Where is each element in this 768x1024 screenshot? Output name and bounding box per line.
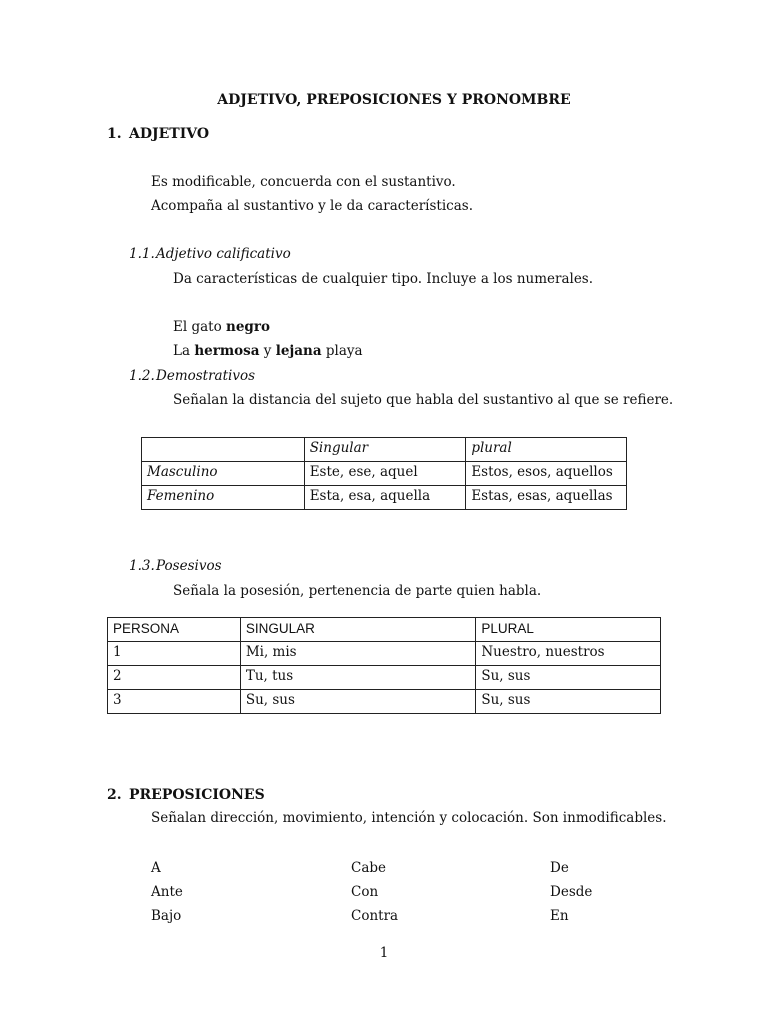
table-cell: Este, ese, aquel <box>304 462 466 486</box>
example-2-bold-2: lejana <box>275 343 322 359</box>
table-cell: Estos, esos, aquellos <box>466 462 627 486</box>
table-header-row <box>108 618 661 642</box>
sub-1-1-number: 1.1. <box>129 246 155 262</box>
preposition-column-3 <box>550 859 592 931</box>
sub-1-3-number: 1.3. <box>129 558 155 574</box>
table-cell: Su, sus <box>476 690 661 714</box>
demonstratives-table <box>141 437 627 510</box>
sub-1-1-description: Da características de cualquier tipo. Incluye a los numerales. <box>173 271 594 287</box>
table-cell: Tu, tus <box>240 666 476 690</box>
possessives-table <box>107 617 661 714</box>
example-2-mid: y <box>259 343 276 359</box>
table-cell <box>142 438 305 462</box>
example-2 <box>173 345 363 359</box>
list-item: Bajo <box>151 908 182 924</box>
sub-1-2-description: Señalan la distancia del sujeto que habla del sustantivo al que se refiere. <box>173 392 674 408</box>
preposition-column-2 <box>351 859 398 931</box>
table-cell: SINGULAR <box>240 618 476 642</box>
page-number: 1 <box>379 945 389 961</box>
sub-1-3-heading: Posesivos <box>156 558 222 574</box>
table-cell: PERSONA <box>108 618 241 642</box>
sub-1-2-heading: Demostrativos <box>156 368 256 384</box>
list-item: Contra <box>351 908 399 924</box>
table-row <box>108 666 661 690</box>
list-item: En <box>550 908 569 924</box>
table-cell: plural <box>466 438 627 462</box>
section-2-description: Señalan dirección, movimiento, intención y colocación. Son inmodificables. <box>151 810 667 826</box>
example-1-bold: negro <box>226 319 270 335</box>
list-item: Cabe <box>351 860 387 876</box>
sub-1-2-number: 1.2. <box>129 368 155 384</box>
example-2-pre: La <box>173 343 195 359</box>
example-2-bold-1: hermosa <box>194 343 260 359</box>
list-item: A <box>151 860 161 876</box>
table-cell: Estas, esas, aquellas <box>466 486 627 510</box>
table-cell: Su, sus <box>476 666 661 690</box>
example-1-text: El gato <box>173 319 226 335</box>
section-2-number: 2. <box>107 787 122 803</box>
table-cell: 1 <box>108 642 241 666</box>
document-title: ADJETIVO, PREPOSICIONES Y PRONOMBRE <box>217 92 571 108</box>
table-cell: Masculino <box>142 462 305 486</box>
table-cell: Esta, esa, aquella <box>304 486 466 510</box>
table-header-row <box>142 438 627 462</box>
list-item: Desde <box>550 884 593 900</box>
table-cell: Su, sus <box>240 690 476 714</box>
table-cell: Femenino <box>142 486 305 510</box>
table-cell: Singular <box>304 438 466 462</box>
table-cell: Mi, mis <box>240 642 476 666</box>
sub-1-1-heading: Adjetivo calificativo <box>156 246 291 262</box>
example-2-post: playa <box>321 343 363 359</box>
table-row <box>142 486 627 510</box>
list-item: Con <box>351 884 379 900</box>
preposition-column-1 <box>151 859 183 931</box>
table-row <box>108 642 661 666</box>
list-item: De <box>550 860 569 876</box>
section-1-line-1: Es modificable, concuerda con el sustantivo. <box>151 174 456 190</box>
table-row <box>108 690 661 714</box>
table-cell: 3 <box>108 690 241 714</box>
section-1-line-2: Acompaña al sustantivo y le da características. <box>151 198 473 214</box>
example-1 <box>173 321 270 335</box>
table-row <box>142 462 627 486</box>
list-item: Ante <box>151 884 183 900</box>
section-1-heading: ADJETIVO <box>129 126 210 142</box>
section-1-number: 1. <box>107 126 122 142</box>
sub-1-3-description: Señala la posesión, pertenencia de parte quien habla. <box>173 583 542 599</box>
table-cell: 2 <box>108 666 241 690</box>
table-cell: Nuestro, nuestros <box>476 642 661 666</box>
table-cell: PLURAL <box>476 618 661 642</box>
section-2-heading: PREPOSICIONES <box>129 787 265 803</box>
